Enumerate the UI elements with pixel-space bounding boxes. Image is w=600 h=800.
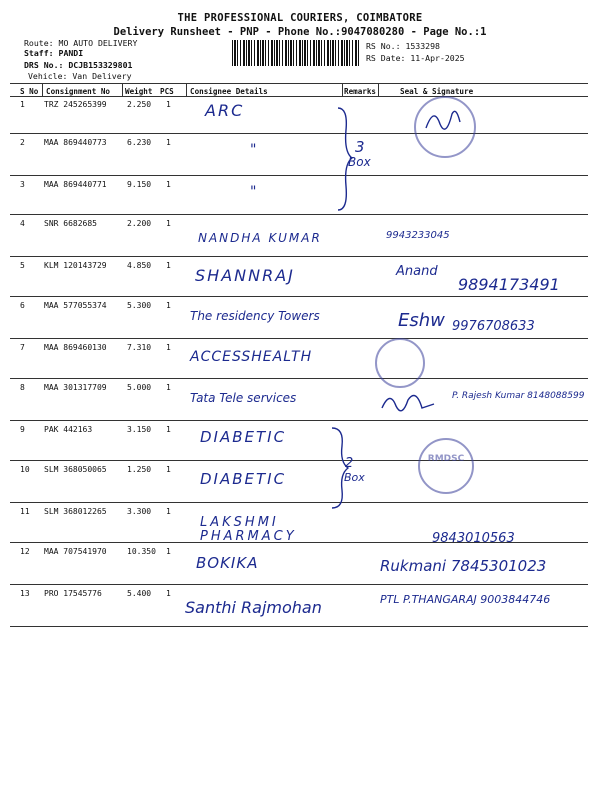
vehicle-value: Van Delivery <box>72 71 132 81</box>
row-separator <box>10 460 588 461</box>
cell-weight: 7.310 <box>127 343 152 352</box>
cell-pcs: 1 <box>166 343 171 352</box>
cell-weight: 1.250 <box>127 465 152 474</box>
cell-consignee-details: SHANNRAJ <box>195 266 295 285</box>
cell-weight: 5.300 <box>127 301 152 310</box>
cell-seal-signature: 9843010563 <box>432 531 515 546</box>
cell-consignee-details: BOKIKA <box>196 554 259 572</box>
cell-sno: 5 <box>20 261 25 270</box>
cell-pcs: 1 <box>166 589 171 598</box>
cell-consignment-no: MAA 301317709 <box>44 383 107 392</box>
remarks-count-2: 2 <box>345 456 354 471</box>
barcode <box>232 40 360 66</box>
row-separator <box>10 584 588 585</box>
cell-consignee-details: ARC <box>205 101 245 120</box>
cell-pcs: 1 <box>166 180 171 189</box>
cell-consignment-no: MAA 869460130 <box>44 343 107 352</box>
cell-consignment-no: MAA 869440771 <box>44 180 107 189</box>
remarks-count-1: 3 <box>355 138 365 156</box>
cell-sno: 13 <box>20 589 30 598</box>
cell-consignee-details: " <box>250 142 257 158</box>
cell-pcs: 1 <box>166 465 171 474</box>
cell-consignment-no: SNR 6682685 <box>44 219 97 228</box>
col-header-consignee: Consignee Details <box>190 87 268 96</box>
cell-sno: 2 <box>20 138 25 147</box>
cell-consignee-details: Santhi Rajmohan <box>185 598 322 617</box>
col-divider <box>122 83 123 96</box>
cell-seal-signature: 9894173491 <box>458 275 560 294</box>
cell-consignee-details: ACCESSHEALTH <box>190 349 313 365</box>
row-separator <box>10 256 588 257</box>
row-separator <box>10 502 588 503</box>
cell-sno: 3 <box>20 180 25 189</box>
cell-weight: 5.400 <box>127 589 152 598</box>
cell-sno: 7 <box>20 343 25 352</box>
drs-line: DRS No.: DCJB153329801 <box>24 60 133 70</box>
cell-sno: 9 <box>20 425 25 434</box>
row-separator <box>10 133 588 134</box>
col-divider <box>42 83 43 96</box>
rs-no-value: 1533298 <box>405 41 440 51</box>
signature-row5-name: Anand <box>396 264 438 279</box>
cell-weight: 3.150 <box>127 425 152 434</box>
route-line: Route: MO AUTO DELIVERY <box>24 38 138 48</box>
table-header-border <box>10 96 588 97</box>
row-separator <box>10 338 588 339</box>
remarks-unit-2: Box <box>344 471 365 484</box>
cell-consignment-no: MAA 707541970 <box>44 547 107 556</box>
cell-consignee-details: Tata Tele services <box>190 391 297 405</box>
seal-stamp-2 <box>375 338 425 388</box>
cell-seal-signature: Rukmani 7845301023 <box>380 557 547 575</box>
cell-consignee-details: DIABETIC <box>200 470 287 488</box>
row-separator <box>10 175 588 176</box>
col-header-pcs: PCS <box>160 87 174 96</box>
cell-pcs: 1 <box>166 547 171 556</box>
col-header-weight: Weight <box>125 87 153 96</box>
runsheet-title: Delivery Runsheet - PNP - Phone No.:9047080280 - Page No.:1 <box>113 26 487 38</box>
route-value: MO AUTO DELIVERY <box>58 38 138 48</box>
table-top-border <box>10 83 588 84</box>
cell-pcs: 1 <box>166 138 171 147</box>
row-separator <box>10 420 588 421</box>
cell-pcs: 1 <box>166 507 171 516</box>
cell-weight: 5.000 <box>127 383 152 392</box>
cell-pcs: 1 <box>166 219 171 228</box>
remarks-unit-1: Box <box>348 155 371 169</box>
rs-date-value: 11-Apr-2025 <box>410 53 465 63</box>
col-header-signature: Seal & Signature <box>400 87 474 96</box>
cell-weight: 9.150 <box>127 180 152 189</box>
col-header-sno: S No <box>20 87 39 96</box>
signature-row1-icon <box>420 102 470 142</box>
rs-no-line: RS No.: 1533298 <box>366 41 440 51</box>
cell-consignment-no: SLM 368050065 <box>44 465 107 474</box>
cell-consignee-details: LAKSHMI PHARMACY <box>200 515 297 544</box>
cell-consignment-no: PRO 17545776 <box>44 589 102 598</box>
cell-consignee-details: The residency Towers <box>190 309 320 323</box>
cell-sno: 1 <box>20 100 25 109</box>
cell-sno: 8 <box>20 383 25 392</box>
cell-pcs: 1 <box>166 383 171 392</box>
cell-sno: 4 <box>20 219 25 228</box>
cell-consignment-no: KLM 120143729 <box>44 261 107 270</box>
cell-consignee-details: DIABETIC <box>200 428 287 446</box>
cell-consignment-no: TRZ 245265399 <box>44 100 107 109</box>
cell-consignee-details: NANDHA KUMAR <box>198 231 322 245</box>
cell-weight: 10.350 <box>127 547 156 556</box>
remarks-brace-2 <box>326 424 386 514</box>
cell-pcs: 1 <box>166 100 171 109</box>
cell-sno: 6 <box>20 301 25 310</box>
cell-seal-signature: 9976708633 <box>452 319 535 334</box>
col-header-remarks: Remarks <box>344 87 377 96</box>
cell-seal-signature: PTL P.THANGARAJ 9003844746 <box>380 593 551 606</box>
staff-value: PANDI <box>58 48 84 58</box>
row-separator <box>10 296 588 297</box>
cell-pcs: 1 <box>166 261 171 270</box>
vehicle-line: Vehicle: Van Delivery <box>28 71 132 81</box>
cell-weight: 2.200 <box>127 219 152 228</box>
cell-weight: 4.850 <box>127 261 152 270</box>
cell-consignment-no: MAA 577055374 <box>44 301 107 310</box>
rs-date-line: RS Date: 11-Apr-2025 <box>366 53 465 63</box>
cell-weight: 6.230 <box>127 138 152 147</box>
signature-row6-initials: Eshw <box>398 310 445 331</box>
cell-seal-signature: P. Rajesh Kumar 8148088599 <box>452 391 585 401</box>
row-separator <box>10 214 588 215</box>
cell-sno: 12 <box>20 547 30 556</box>
staff-line: Staff: PANDI <box>24 48 84 58</box>
cell-pcs: 1 <box>166 301 171 310</box>
cell-weight: 2.250 <box>127 100 152 109</box>
col-divider <box>186 83 187 96</box>
cell-sno: 11 <box>20 507 30 516</box>
company-title: THE PROFESSIONAL COURIERS, COIMBATORE <box>177 12 423 24</box>
seal-stamp-rmdsc: RMDSC <box>418 438 474 494</box>
col-header-consignment: Consignment No <box>46 87 111 96</box>
row-separator <box>10 378 588 379</box>
cell-consignment-no: SLM 368012265 <box>44 507 107 516</box>
cell-pcs: 1 <box>166 425 171 434</box>
col-divider <box>342 83 343 96</box>
cell-sno: 10 <box>20 465 30 474</box>
cell-seal-signature: 9943233045 <box>386 230 450 241</box>
cell-consignment-no: PAK 442163 <box>44 425 93 434</box>
cell-weight: 3.300 <box>127 507 152 516</box>
cell-consignee-details: " <box>250 184 257 200</box>
row-separator <box>10 626 588 627</box>
cell-consignment-no: MAA 869440773 <box>44 138 107 147</box>
col-divider <box>378 83 379 96</box>
drs-value: DCJB153329801 <box>68 60 133 70</box>
signature-row8-icon <box>378 386 438 422</box>
